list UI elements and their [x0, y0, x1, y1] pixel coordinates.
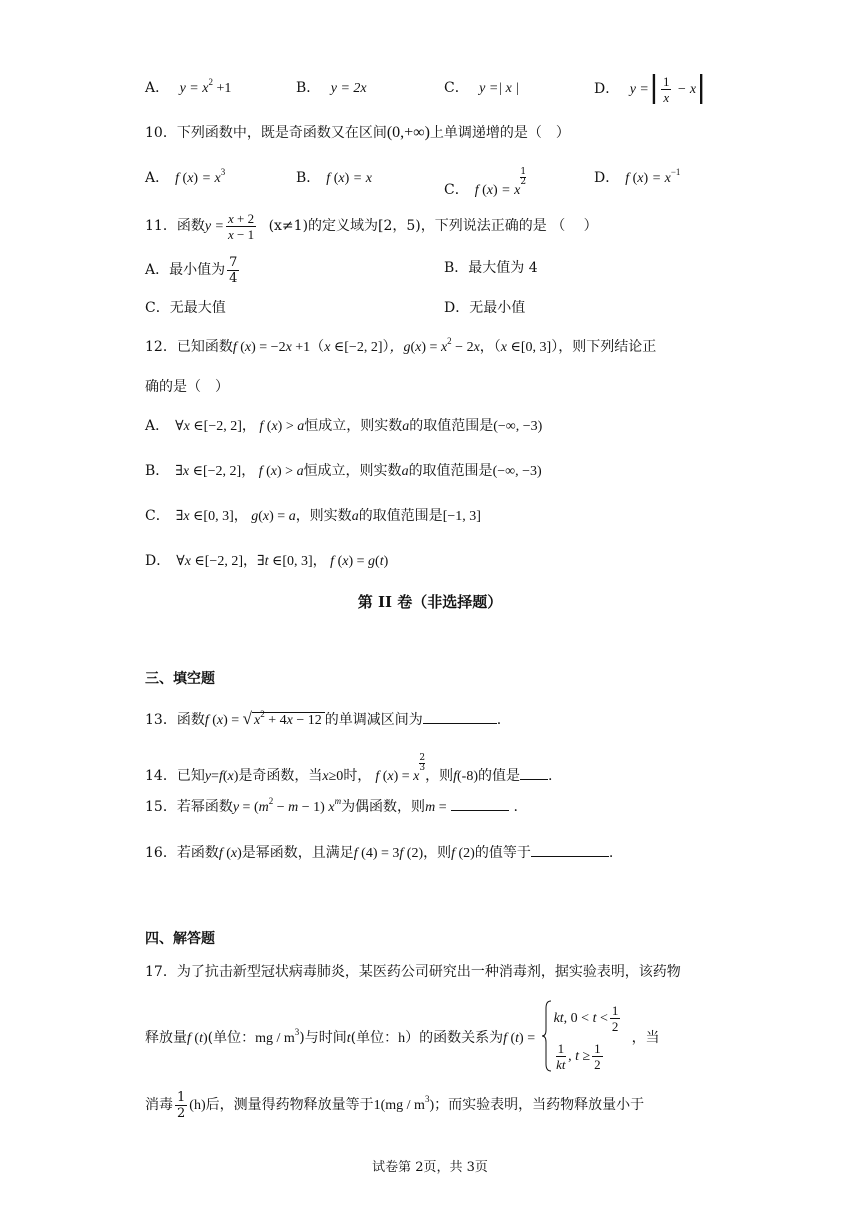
q12-stem-line1: 12．已知函数f (x) = −2x +1（x ∈[−2, 2]），$g(x) = x^2 - 2x$，（x ∈[0, 3]），则下列结论正 [145, 336, 657, 355]
q13: 13．函数f (x) = √ $x^2 + 4x - 12$ 的单调减区间为 . [145, 709, 502, 728]
q10-stem: 10．下列函数中，既是奇函数又在区间(0,+∞)上单调递增的是（ ） [145, 124, 570, 141]
q17-line1: 17．为了抗击新型冠状病毒肺炎，某医药公司研究出一种消毒剂，据实验表明，该药物 [145, 964, 681, 980]
q9-option-a: A． $y = x^2 +1$ [145, 77, 232, 96]
q11-option-c: C．无最大值 [145, 300, 226, 316]
q17-line3: 消毒 $\frac{1}{2}$ (h)后，测量得药物释放量等于$1(mg / m^3)$；而实验表明，当药物释放量小于 [145, 1089, 645, 1121]
q9-option-c: C． y =| x | [444, 80, 520, 96]
q10-option-b: B． f (x) = x [296, 170, 372, 186]
q11-stem: 11．函数y = $\frac{x + 2}{x - 1}$ (x≠1)的定义域为[2，5)，下列说法正确的是 （ ） [145, 210, 598, 242]
q12-option-a: A． ∀x ∈[−2, 2]， f (x) > a恒成立，则实数a的取值范围是(−∞, −3) [145, 418, 543, 434]
q16: 16．若函数f (x)是幂函数，且满足f (4) = 3f (2)，则f (2)的值等于 . [145, 845, 614, 861]
q11-option-d: D．无最小值 [444, 300, 526, 316]
section-title-solutions: 四、解答题 [145, 931, 215, 947]
q9-option-d: D． y =| $\frac{1}{x}$ − x| [594, 70, 707, 105]
q10-option-d: D． f $(x) = x^{-1}$ [594, 167, 681, 186]
q12-stem-line2: 确的是（ ） [145, 379, 229, 395]
q15: 15．若幂函数$y = (m^2 - m - 1)$ $x^m$为偶函数，则m = . [145, 796, 518, 815]
q11-option-a: A．最小值为 $\frac{7}{4}$ [145, 254, 238, 286]
q11-option-b: B．最大值为 4 [444, 260, 538, 276]
q14: 14．已知y=f(x)是奇函数，当x≥0时， f (x) = x $\frac{2}{3}$ ，则f(-8)的值是 . [145, 753, 553, 784]
q9-option-b: B． y = 2x [296, 80, 367, 96]
section-title-part2: 第 II 卷（非选择题） [357, 593, 503, 611]
q10-option-a: A． f $(x) = x^3$ [145, 167, 226, 186]
q12-option-b: B． ∃x ∈[−2, 2]， f (x) > a恒成立，则实数a的取值范围是(−∞, −3) [145, 463, 542, 479]
q10-option-c: C． f (x) = x $\frac{1}{2}$ [444, 167, 527, 198]
left-brace-icon [542, 1000, 552, 1072]
q12-option-c: C． ∃x ∈[0, 3]， g(x) = a，则实数a的取值范围是[−1, 3] [145, 508, 481, 524]
q12-option-d: D． ∀x ∈[−2, 2]，∃t ∈[0, 3]， f (x) = g(t) [145, 553, 389, 569]
page-footer: 试卷第 2页，共 3页 [372, 1160, 488, 1175]
section-title-fill-in: 三、填空题 [145, 671, 215, 687]
q17-line2: 释放量f (t)(单位：mg / $m^3$)与时间t(单位：h）的函数关系为f (t) = kt, 0 < t < $\frac{1}{2}$ $\frac{1}{kt}$ , t ≥ $\frac{1}{2}$ ，当 [145, 996, 660, 1080]
piecewise-function: kt, 0 < t < $\frac{1}{2}$ $\frac{1}{kt}$ , t ≥ $\frac{1}{2}$ [550, 1000, 628, 1076]
